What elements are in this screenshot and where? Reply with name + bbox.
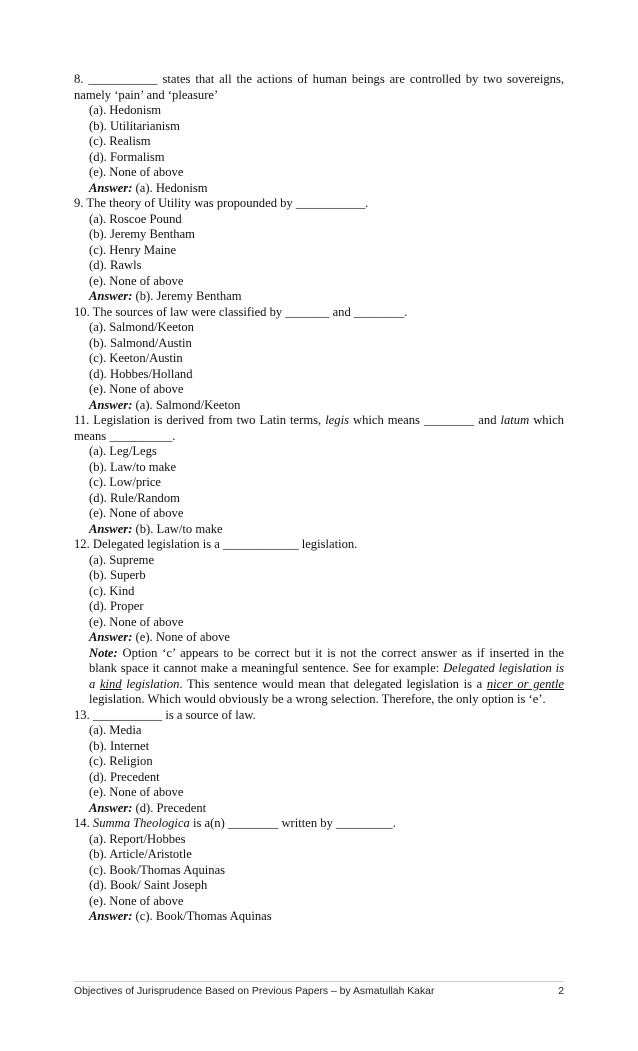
option-item: (c). Low/price xyxy=(89,475,162,489)
option-item: (b). Utilitarianism xyxy=(89,118,180,133)
option-item: (b). Salmond/Austin xyxy=(89,335,192,350)
option-item: (d). Rule/Random xyxy=(89,490,180,505)
option-item: (c). Book/Thomas Aquinas xyxy=(89,862,226,877)
question-text: which means __________. xyxy=(74,413,564,443)
option-item: (e). None of above xyxy=(89,506,184,520)
answer-line xyxy=(74,630,564,646)
answer-value: (b). Jeremy Bentham xyxy=(135,289,242,303)
note-emphasis: nicer or gentle xyxy=(486,676,564,691)
option-item: (a). Supreme xyxy=(89,552,155,567)
answer-line xyxy=(74,398,564,414)
answer-label: Answer: xyxy=(89,521,133,536)
question-11 xyxy=(74,413,564,444)
question-number: 13. xyxy=(74,707,90,722)
latin-term: legis xyxy=(325,413,349,427)
options-list xyxy=(74,832,564,910)
question-text: Legislation is derived from two Latin terms, xyxy=(93,413,322,427)
answer-value: (b). Law/to make xyxy=(135,521,223,536)
note-emphasis: kind xyxy=(99,676,122,691)
option-item: (d). Hobbes/Holland xyxy=(89,366,193,381)
option-item: (e). None of above xyxy=(89,785,184,799)
question-13 xyxy=(74,708,564,724)
question-number: 14. xyxy=(74,816,90,830)
option-item: (b). Law/to make xyxy=(89,459,177,474)
note-text: . This sentence would mean that delegated legislation is a xyxy=(179,676,483,691)
note-text: legislation. Which would obviously be a wrong selection. Therefore, the only option is ‘e’. xyxy=(89,692,546,706)
answer-line xyxy=(74,909,564,925)
answer-line xyxy=(74,522,564,538)
option-item: (a). Roscoe Pound xyxy=(89,211,182,226)
question-8 xyxy=(74,72,564,103)
page-number: 2 xyxy=(558,986,564,997)
options-list xyxy=(74,103,564,181)
note-example: legislation xyxy=(126,676,180,691)
note-label: Note: xyxy=(89,645,118,660)
answer-value: (c). Book/Thomas Aquinas xyxy=(135,909,272,923)
option-item: (a). Leg/Legs xyxy=(89,444,157,458)
option-item: (d). Proper xyxy=(89,599,144,613)
answer-label: Answer: xyxy=(89,289,133,303)
answer-line xyxy=(74,181,564,197)
book-title: Summa Theologica xyxy=(92,816,190,830)
question-12 xyxy=(74,537,564,553)
option-item: (c). Religion xyxy=(89,754,153,768)
answer-value: (d). Precedent xyxy=(135,800,207,815)
question-number: 12. xyxy=(74,537,90,551)
latin-term: latum xyxy=(500,413,530,427)
answer-line xyxy=(74,801,564,817)
option-item: (e). None of above xyxy=(89,273,184,288)
option-item: (a). Salmond/Keeton xyxy=(89,320,194,334)
question-text: The theory of Utility was propounded by ___________. xyxy=(86,196,369,210)
question-number: 10. xyxy=(74,304,90,319)
option-item: (d). Book/ Saint Joseph xyxy=(89,878,208,892)
note-example: Delegated legislation is a xyxy=(89,661,565,691)
option-item: (d). Rawls xyxy=(89,258,142,272)
option-item: (c). Kind xyxy=(89,583,135,598)
option-item: (d). Formalism xyxy=(89,149,165,164)
option-item: (a). Media xyxy=(89,723,142,737)
question-10 xyxy=(74,305,564,321)
option-item: (b). Superb xyxy=(89,568,146,582)
footer-divider xyxy=(74,981,564,982)
question-number: 9. xyxy=(74,196,84,210)
answer-value: (a). Salmond/Keeton xyxy=(135,397,241,412)
option-item: (d). Precedent xyxy=(89,769,160,784)
option-item: (e). None of above xyxy=(89,614,184,629)
question-text: is a(n) ________ written by _________. xyxy=(192,816,396,830)
option-item: (a). Hedonism xyxy=(89,103,162,117)
question-text: ___________ states that all the actions of human beings are controlled by two sovereigns, namely ‘pain’ and ‘pleasure’ xyxy=(74,72,564,102)
question-text: The sources of law were classified by _______ and ________. xyxy=(92,304,408,319)
options-list xyxy=(74,444,564,522)
question-number: 8. xyxy=(74,72,84,86)
answer-label: Answer: xyxy=(89,909,133,923)
question-number: 11. xyxy=(74,413,90,427)
options-list xyxy=(74,553,564,631)
option-item: (b). Article/Aristotle xyxy=(89,847,192,861)
answer-label: Answer: xyxy=(89,800,133,815)
option-item: (e). None of above xyxy=(89,382,184,396)
question-9 xyxy=(74,196,564,212)
option-item: (c). Realism xyxy=(89,134,151,148)
question-14 xyxy=(74,816,564,832)
option-item: (b). Jeremy Bentham xyxy=(89,227,195,241)
option-item: (c). Keeton/Austin xyxy=(89,351,183,365)
options-list xyxy=(74,320,564,398)
option-item: (e). None of above xyxy=(89,893,184,908)
answer-value: (a). Hedonism xyxy=(135,180,208,195)
option-item: (c). Henry Maine xyxy=(89,242,177,257)
question-text: ___________ is a source of law. xyxy=(92,707,256,722)
answer-label: Answer: xyxy=(89,630,133,644)
options-list xyxy=(74,212,564,290)
note-paragraph xyxy=(74,646,564,708)
page-content xyxy=(74,72,564,925)
footer-text: Objectives of Jurisprudence Based on Previous Papers – by Asmatullah Kakar xyxy=(74,986,435,997)
note-text: Option ‘c’ appears to be correct but it is not the correct answer as if inserted in the blank space it cannot make a meaningful sentence. See for example: xyxy=(89,645,564,675)
option-item: (e). None of above xyxy=(89,165,184,179)
option-item: (a). Report/Hobbes xyxy=(89,831,186,846)
answer-label: Answer: xyxy=(89,180,133,195)
answer-line xyxy=(74,289,564,305)
answer-label: Answer: xyxy=(89,397,133,412)
answer-value: (e). None of above xyxy=(135,630,230,644)
question-text: Delegated legislation is a ____________ legislation. xyxy=(92,537,358,551)
page-footer xyxy=(74,986,564,997)
option-item: (b). Internet xyxy=(89,738,150,753)
options-list xyxy=(74,723,564,801)
question-text: which means ________ and xyxy=(352,413,497,427)
